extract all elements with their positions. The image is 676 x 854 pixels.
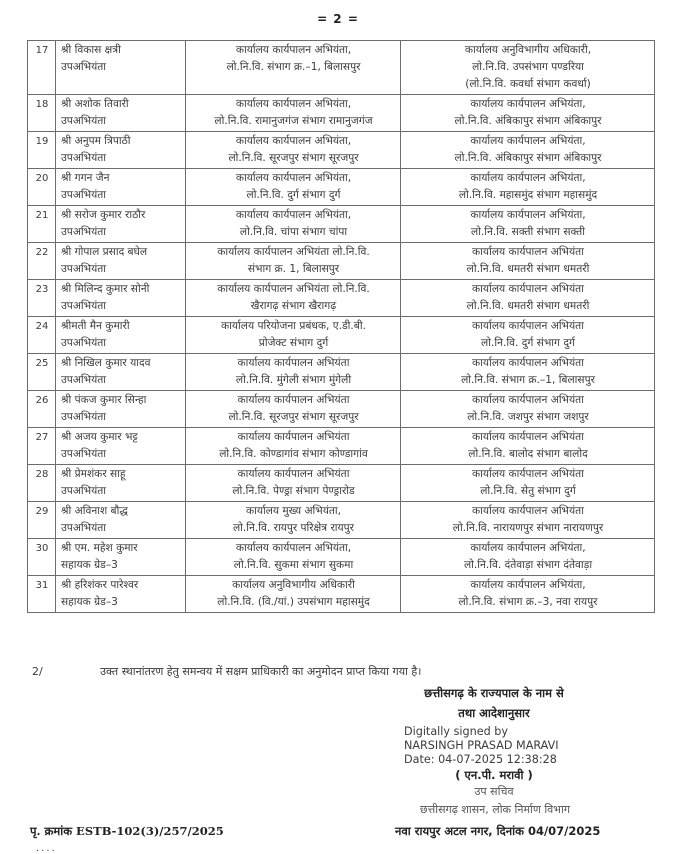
current-posting-line: कार्यालय कार्यपालन अभियंता — [237, 431, 350, 443]
serial-number: 31 — [28, 576, 56, 613]
digital-signature-date: Date: 04-07-2025 12:38:28 — [404, 753, 557, 766]
signature-block — [388, 683, 668, 819]
transfer-table — [27, 40, 655, 613]
new-posting-line: कार्यालय कार्यपालन अभियंता — [472, 505, 584, 517]
serial-number: 21 — [28, 206, 56, 243]
officer-designation: उप सचिव — [474, 785, 514, 798]
department-name: छत्तीसगढ़ शासन, लोक निर्माण विभाग — [419, 803, 571, 816]
new-posting-cell — [401, 317, 655, 354]
new-posting-line: लो.नि.वि. अंबिकापुर संभाग अंबिकापुर — [454, 115, 602, 127]
new-posting-line: कार्यालय कार्यपालन अभियंता, — [470, 209, 586, 221]
new-posting-line: कार्यालय कार्यपालन अभियंता — [472, 320, 584, 332]
place-and-date: नवा रायपुर अटल नगर, दिनांक 04/07/2025 — [395, 824, 601, 838]
current-posting-line: कार्यालय अनुविभागीय अधिकारी — [232, 579, 355, 591]
employee-designation: उपअभियंता — [61, 522, 107, 534]
table-row — [28, 243, 655, 280]
current-posting-line: लो.नि.वि. संभाग क्र.–1, बिलासपुर — [226, 61, 361, 73]
serial-number: 25 — [28, 354, 56, 391]
current-posting-line: कार्यालय कार्यपालन अभियंता — [237, 468, 350, 480]
serial-number: 22 — [28, 243, 56, 280]
employee-designation: सहायक ग्रेड–3 — [61, 596, 118, 608]
paragraph-number: 2/ — [32, 665, 43, 678]
table-row — [28, 502, 655, 539]
new-posting-line: कार्यालय कार्यपालन अभियंता — [472, 357, 584, 369]
current-posting-line: कार्यालय कार्यपालन अभियंता, — [235, 135, 352, 147]
current-posting-line: लो.नि.वि. सूरजपुर संभाग सूरजपुर — [228, 411, 359, 423]
new-posting-cell — [401, 576, 655, 613]
current-posting-line: लो.नि.वि. मुंगेली संभाग मुंगेली — [235, 374, 352, 386]
serial-number: 28 — [28, 465, 56, 502]
current-posting-cell — [186, 354, 401, 391]
current-posting-line: कार्यालय मुख्य अभियंता, — [245, 505, 342, 517]
current-posting-cell — [186, 243, 401, 280]
table-row — [28, 206, 655, 243]
employee-designation: उपअभियंता — [61, 61, 107, 73]
new-posting-line: लो.नि.वि. सेतु संभाग दुर्ग — [480, 485, 576, 497]
new-posting-line: (लो.नि.वि. कवर्धा संभाग कवर्धा) — [465, 78, 591, 90]
new-posting-line: कार्यालय कार्यपालन अभियंता, — [470, 135, 586, 147]
employee-name: श्री हरिशंकर पारेश्वर — [61, 579, 139, 591]
employee-cell — [56, 280, 186, 317]
current-posting-line: कार्यालय कार्यपालन अभियंता, — [235, 209, 352, 221]
table-row — [28, 169, 655, 206]
current-posting-line: लो.नि.वि. रामानुजगंज संभाग रामानुजगंज — [214, 115, 373, 127]
current-posting-line: कार्यालय कार्यपालन अभियंता — [237, 357, 350, 369]
employee-name: श्रीमती मैन कुमारी — [61, 320, 130, 332]
employee-cell — [56, 576, 186, 613]
digital-signed-by-label: Digitally signed by — [404, 725, 508, 738]
current-posting-line: लो.नि.वि. पेण्ड्रा संभाग पेण्ड्रारोड — [232, 485, 355, 497]
table-row — [28, 317, 655, 354]
employee-cell — [56, 95, 186, 132]
serial-number: 26 — [28, 391, 56, 428]
current-posting-line: कार्यालय कार्यपालन अभियंता लो.नि.वि. — [217, 246, 370, 258]
employee-name: श्री पंकज कुमार सिन्हा — [61, 394, 147, 406]
new-posting-cell — [401, 206, 655, 243]
table-row — [28, 132, 655, 169]
table-row — [28, 95, 655, 132]
table-row — [28, 428, 655, 465]
employee-name: श्री प्रेमशंकर साहू — [61, 468, 126, 480]
new-posting-cell — [401, 132, 655, 169]
new-posting-line: कार्यालय कार्यपालन अभियंता, — [470, 172, 586, 184]
new-posting-line: लो.नि.वि. नारायणपुर संभाग नारायणपुर — [452, 522, 604, 534]
paragraph-text: उक्त स्थानांतरण हेतु समन्वय में सक्षम प्राधिकारी का अनुमोदन प्राप्त किया गया है। — [100, 665, 422, 678]
employee-cell — [56, 317, 186, 354]
employee-cell — [56, 465, 186, 502]
new-posting-cell — [401, 243, 655, 280]
employee-cell — [56, 428, 186, 465]
current-posting-cell — [186, 41, 401, 95]
current-posting-line: कार्यालय कार्यपालन अभियंता, — [235, 542, 352, 554]
officer-name: ( एन.पी. मरावी ) — [455, 768, 533, 782]
employee-designation: उपअभियंता — [61, 337, 107, 349]
employee-designation: उपअभियंता — [61, 115, 107, 127]
new-posting-line: लो.नि.वि. सक्ती संभाग सक्ती — [471, 226, 585, 238]
current-posting-line: खैरागढ़ संभाग खैरागढ़ — [250, 300, 337, 312]
new-posting-line: लो.नि.वि. दंतेवाड़ा संभाग दंतेवाड़ा — [463, 559, 593, 571]
new-posting-line: कार्यालय कार्यपालन अभियंता — [472, 431, 584, 443]
table-row — [28, 41, 655, 95]
serial-number: 19 — [28, 132, 56, 169]
current-posting-cell — [186, 206, 401, 243]
new-posting-cell — [401, 95, 655, 132]
employee-cell — [56, 354, 186, 391]
new-posting-line: लो.नि.वि. संभाग क्र.–3, नवा रायपुर — [458, 596, 598, 608]
current-posting-line: लो.नि.वि. कोण्डागांव संभाग कोण्डागांव — [219, 448, 368, 460]
current-posting-line: कार्यालय कार्यपालन अभियंता लो.नि.वि. — [217, 283, 370, 295]
digital-signature — [404, 725, 668, 767]
new-posting-cell — [401, 539, 655, 576]
current-posting-line: कार्यालय कार्यपालन अभियंता, — [235, 44, 352, 56]
employee-name: श्री अजय कुमार भट्ट — [61, 431, 138, 443]
employee-designation: उपअभियंता — [61, 152, 107, 164]
new-posting-line: लो.नि.वि. अंबिकापुर संभाग अंबिकापुर — [454, 152, 602, 164]
new-posting-line: लो.नि.वि. धमतरी संभाग धमतरी — [466, 263, 590, 275]
table-row — [28, 391, 655, 428]
order-line-governor: छत्तीसगढ़ के राज्यपाल के नाम से — [424, 686, 564, 700]
employee-name: श्री मिलिन्द कुमार सोनी — [61, 283, 150, 295]
employee-cell — [56, 243, 186, 280]
current-posting-line: लो.नि.वि. सूरजपुर संभाग सूरजपुर — [228, 152, 359, 164]
employee-cell — [56, 206, 186, 243]
employee-designation: उपअभियंता — [61, 300, 107, 312]
employee-cell — [56, 132, 186, 169]
new-posting-line: लो.नि.वि. दुर्ग संभाग दुर्ग — [481, 337, 575, 349]
new-posting-cell — [401, 428, 655, 465]
new-posting-cell — [401, 354, 655, 391]
serial-number: 29 — [28, 502, 56, 539]
new-posting-cell — [401, 280, 655, 317]
serial-number: 30 — [28, 539, 56, 576]
new-posting-cell — [401, 502, 655, 539]
employee-name: श्री गगन जैन — [61, 172, 110, 184]
current-posting-cell — [186, 502, 401, 539]
current-posting-cell — [186, 428, 401, 465]
new-posting-line: लो.नि.वि. उपसंभाग पण्डरिया — [472, 61, 584, 73]
serial-number: 24 — [28, 317, 56, 354]
truncated-text: .... — [36, 843, 57, 854]
new-posting-line: लो.नि.वि. जशपुर संभाग जशपुर — [467, 411, 589, 423]
table-row — [28, 280, 655, 317]
new-posting-cell — [401, 391, 655, 428]
new-posting-line: कार्यालय कार्यपालन अभियंता, — [470, 542, 586, 554]
new-posting-line: लो.नि.वि. संभाग क्र.–1, बिलासपुर — [461, 374, 595, 386]
employee-cell — [56, 502, 186, 539]
new-posting-line: कार्यालय कार्यपालन अभियंता, — [470, 579, 586, 591]
employee-name: श्री निखिल कुमार यादव — [61, 357, 151, 369]
current-posting-line: लो.नि.वि. चांपा संभाग चांपा — [239, 226, 348, 238]
current-posting-line: प्रोजेक्ट संभाग दुर्ग — [258, 337, 329, 349]
current-posting-cell — [186, 169, 401, 206]
current-posting-cell — [186, 576, 401, 613]
new-posting-line: कार्यालय अनुविभागीय अधिकारी, — [464, 44, 592, 56]
current-posting-line: लो.नि.वि. दुर्ग संभाग दुर्ग — [246, 189, 341, 201]
table-row — [28, 539, 655, 576]
employee-designation: उपअभियंता — [61, 485, 107, 497]
approval-paragraph — [32, 664, 652, 679]
employee-designation: उपअभियंता — [61, 374, 107, 386]
employee-designation: उपअभियंता — [61, 263, 107, 275]
employee-designation: उपअभियंता — [61, 411, 107, 423]
current-posting-line: कार्यालय कार्यपालन अभियंता, — [235, 98, 352, 110]
new-posting-line: कार्यालय कार्यपालन अभियंता — [472, 468, 584, 480]
employee-name: श्री सरोज कुमार राठौर — [61, 209, 146, 221]
employee-cell — [56, 41, 186, 95]
new-posting-cell — [401, 41, 655, 95]
current-posting-cell — [186, 280, 401, 317]
employee-name: श्री अशोक तिवारी — [61, 98, 129, 110]
current-posting-line: कार्यालय परियोजना प्रबंधक, ए.डी.बी. — [221, 320, 366, 332]
serial-number: 18 — [28, 95, 56, 132]
employee-name: श्री एम. महेश कुमार — [61, 542, 138, 554]
employee-name: श्री विकास क्षत्री — [61, 44, 121, 56]
current-posting-cell — [186, 132, 401, 169]
employee-designation: सहायक ग्रेड–3 — [61, 559, 118, 571]
current-posting-line: लो.नि.वि. सुकमा संभाग सुकमा — [233, 559, 354, 571]
current-posting-line: लो.नि.वि. (वि./यां.) उपसंभाग महासमुंद — [217, 596, 370, 608]
new-posting-cell — [401, 169, 655, 206]
order-line-authority: तथा आदेशानुसार — [458, 706, 530, 720]
current-posting-cell — [186, 317, 401, 354]
serial-number: 27 — [28, 428, 56, 465]
serial-number: 23 — [28, 280, 56, 317]
employee-name: श्री अविनाश बौद्ध — [61, 505, 128, 517]
employee-designation: उपअभियंता — [61, 226, 107, 238]
current-posting-cell — [186, 539, 401, 576]
new-posting-line: लो.नि.वि. महासमुंद संभाग महासमुंद — [458, 189, 598, 201]
employee-cell — [56, 539, 186, 576]
employee-cell — [56, 169, 186, 206]
table-row — [28, 354, 655, 391]
current-posting-cell — [186, 465, 401, 502]
employee-designation: उपअभियंता — [61, 448, 107, 460]
current-posting-line: लो.नि.वि. रायपुर परिक्षेत्र रायपुर — [232, 522, 355, 534]
page-number-marker: = 2 = — [317, 12, 359, 26]
employee-name: श्री अनुपम त्रिपाठी — [61, 135, 131, 147]
current-posting-cell — [186, 391, 401, 428]
current-posting-line: कार्यालय कार्यपालन अभियंता, — [235, 172, 352, 184]
new-posting-line: कार्यालय कार्यपालन अभियंता — [472, 394, 584, 406]
new-posting-line: कार्यालय कार्यपालन अभियंता — [472, 246, 584, 258]
current-posting-line: कार्यालय कार्यपालन अभियंता — [237, 394, 350, 406]
new-posting-line: कार्यालय कार्यपालन अभियंता — [472, 283, 584, 295]
employee-name: श्री गोपाल प्रसाद बघेल — [61, 246, 148, 258]
current-posting-line: संभाग क्र. 1, बिलासपुर — [247, 263, 340, 275]
current-posting-cell — [186, 95, 401, 132]
table-row — [28, 576, 655, 613]
transfer-table-body — [28, 41, 655, 613]
new-posting-line: लो.नि.वि. धमतरी संभाग धमतरी — [466, 300, 590, 312]
employee-designation: उपअभियंता — [61, 189, 107, 201]
digital-signer-name: NARSINGH PRASAD MARAVI — [404, 739, 559, 752]
serial-number: 17 — [28, 41, 56, 95]
employee-cell — [56, 391, 186, 428]
new-posting-cell — [401, 465, 655, 502]
serial-number: 20 — [28, 169, 56, 206]
reference-number: पृ. क्रमांक ESTB-102(3)/257/2025 — [30, 824, 224, 838]
new-posting-line: लो.नि.वि. बालोद संभाग बालोद — [468, 448, 588, 460]
table-row — [28, 465, 655, 502]
new-posting-line: कार्यालय कार्यपालन अभियंता, — [470, 98, 586, 110]
